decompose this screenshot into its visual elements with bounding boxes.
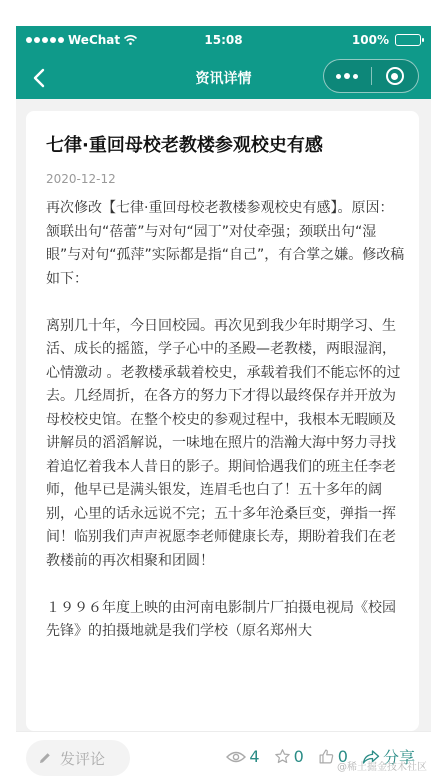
- article-paragraph: 离别几十年，今日回校园。再次见到我少年时期学习、生活、成长的摇篮，学子心中的圣殿—老教楼，两眼湿润，心情激动 。老教楼承载着校史，承载着我们不能忘怀的过去。几经周折，在各方的努力下才得以最终保存并开放为母校校史馆。在整个校史的参观过程中，我根本无暇顾及讲解员的滔滔解说，一味地在照片的浩瀚大海中努力寻找着追忆着我本人昔日的影子。期间恰遇我们的班主任李老师，他早已是满头银发，连眉毛也白了！五十多年的阔别，心里的话永远说不完；五十多年沧桑巨变，弹指一挥间！临别我们声声祝愿李老师健康长寿，期盼着我们在老教楼前的再次相聚和团圆！: [46, 317, 401, 569]
- watermark-text: @稀土掘金技术社区: [337, 762, 427, 773]
- status-bar: [16, 26, 431, 56]
- phone-screen: [16, 26, 431, 782]
- more-dots-icon[interactable]: [324, 60, 371, 92]
- article-date: 2020-12-12: [46, 172, 116, 186]
- views-count: [226, 747, 259, 766]
- likes-value: 0: [337, 747, 348, 766]
- navigation-bar: [16, 56, 431, 99]
- miniprogram-capsule: [323, 59, 419, 93]
- comment-input-button[interactable]: [26, 740, 130, 776]
- star-icon: [274, 748, 291, 765]
- article-paragraph: 再次修改【七律·重回母校老教楼参观校史有感】。原因：颔联出句“蓓蕾”与对句“园丁”对仗牵强；颈联出句“湿眼”与对句“孤萍”实际都是指“自己”，有合掌之嫌。修改稿如下：: [46, 200, 405, 287]
- views-value: 4: [249, 747, 260, 766]
- status-time: 15:08: [204, 33, 243, 47]
- close-ring-icon[interactable]: [371, 60, 418, 92]
- pencil-icon: [38, 751, 52, 765]
- eye-icon: [226, 750, 246, 764]
- battery-percent: 100%: [351, 33, 389, 47]
- thumb-up-icon: [318, 748, 335, 765]
- comment-placeholder: 发评论: [60, 749, 106, 768]
- favorites-value: 0: [293, 747, 304, 766]
- article-body: [46, 197, 407, 644]
- carrier-label: WeChat: [68, 33, 121, 47]
- battery-icon: [395, 34, 421, 46]
- article-paragraph: １９９６年度上映的由河南电影制片厂拍摄电视局《校园先锋》的拍摄地就是我们学校（原名郑州大: [46, 599, 396, 639]
- page-title: 资讯详情: [195, 71, 252, 87]
- article-title: 七律·重回母校老教楼参观校史有感: [46, 135, 323, 156]
- status-right: [352, 33, 421, 47]
- bottom-action-bar: [16, 731, 431, 782]
- article-card: [26, 111, 419, 731]
- favorite-button[interactable]: [274, 747, 304, 766]
- share-label: 分享: [382, 748, 415, 767]
